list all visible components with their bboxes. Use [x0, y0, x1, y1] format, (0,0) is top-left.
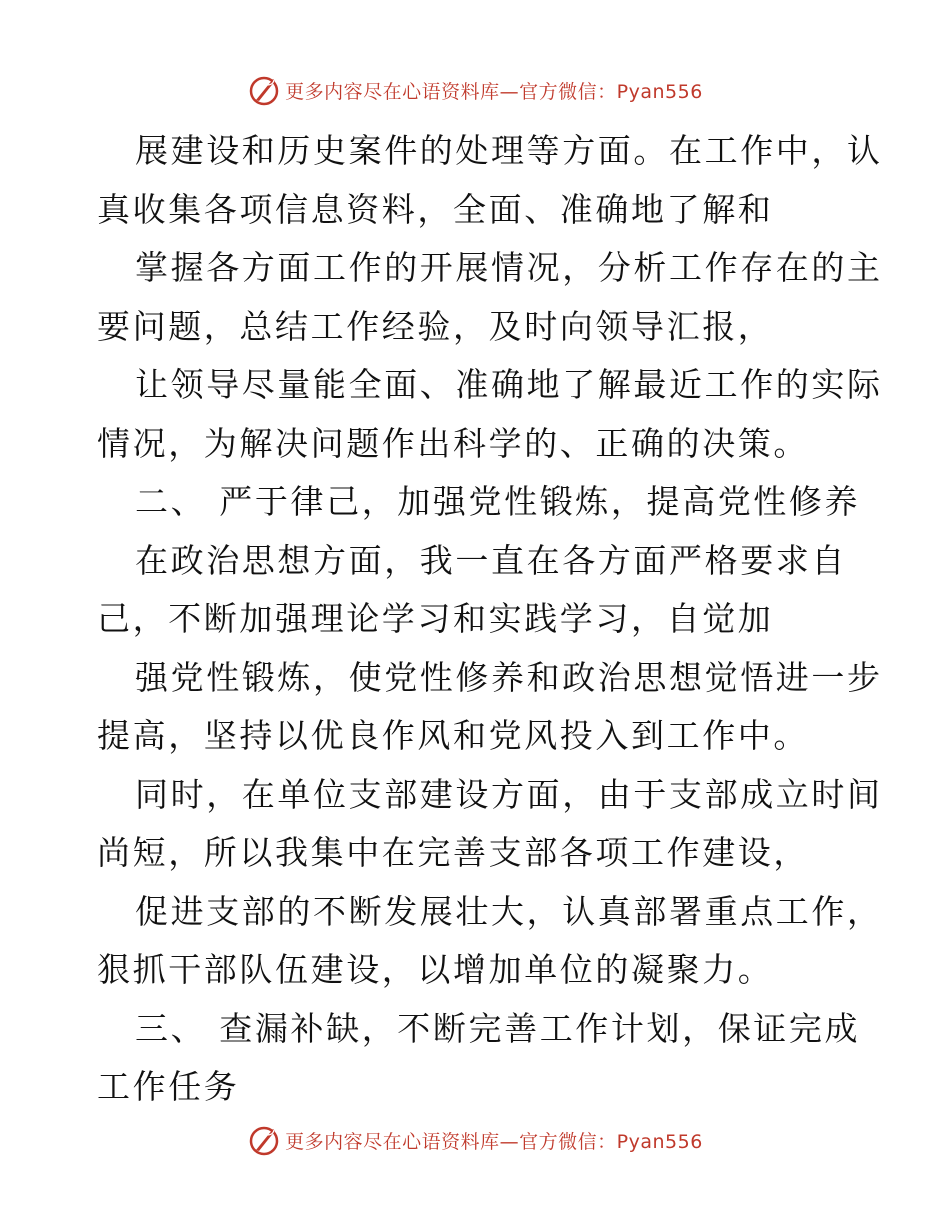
- section-heading: 三、 查漏补缺，不断完善工作计划，保证完成: [135, 1008, 861, 1048]
- body-line: 狠抓干部队伍建设，以增加单位的凝聚力。: [97, 950, 774, 989]
- body-line: 己，不断加强理论学习和实践学习，自觉加: [97, 599, 774, 638]
- body-line: 尚短，所以我集中在完善支部各项工作建设，: [97, 833, 809, 872]
- body-line: 提高，坚持以优良作风和党风投入到工作中。: [97, 716, 809, 755]
- body-line: 掌握各方面工作的开展情况，分析工作存在的主: [135, 248, 883, 287]
- section-heading: 二、 严于律己，加强党性锻炼，提高党性修养: [135, 482, 861, 521]
- document-body: [97, 122, 883, 1117]
- body-line: 工作任务: [97, 1067, 240, 1106]
- body-line: 在政治思想方面，我一直在各方面严格要求自: [135, 540, 847, 580]
- body-line: 促进支部的不断发展壮大，认真部署重点工作，: [135, 891, 883, 931]
- watermark-text: 更多内容尽在心语资料库—官方微信：Pyan556: [285, 1130, 703, 1153]
- feather-pen-logo-icon: [247, 1123, 281, 1157]
- watermark-header: [0, 70, 950, 110]
- body-line: 让领导尽量能全面、准确地了解最近工作的实际: [135, 365, 883, 404]
- body-line: 情况，为解决问题作出科学的、正确的决策。: [97, 423, 809, 463]
- body-line: 真收集各项信息资料，全面、准确地了解和: [97, 189, 774, 229]
- body-line: 要问题，总结工作经验，及时向领导汇报，: [97, 306, 774, 346]
- feather-pen-logo-icon: [247, 73, 281, 107]
- body-line: 展建设和历史案件的处理等方面。在工作中，认: [135, 131, 883, 170]
- body-line: 强党性锻炼，使党性修养和政治思想觉悟进一步: [135, 657, 883, 697]
- watermark-footer: [0, 1120, 950, 1160]
- watermark-text: 更多内容尽在心语资料库—官方微信：Pyan556: [285, 80, 703, 103]
- body-line: 同时，在单位支部建设方面，由于支部成立时间: [135, 774, 883, 814]
